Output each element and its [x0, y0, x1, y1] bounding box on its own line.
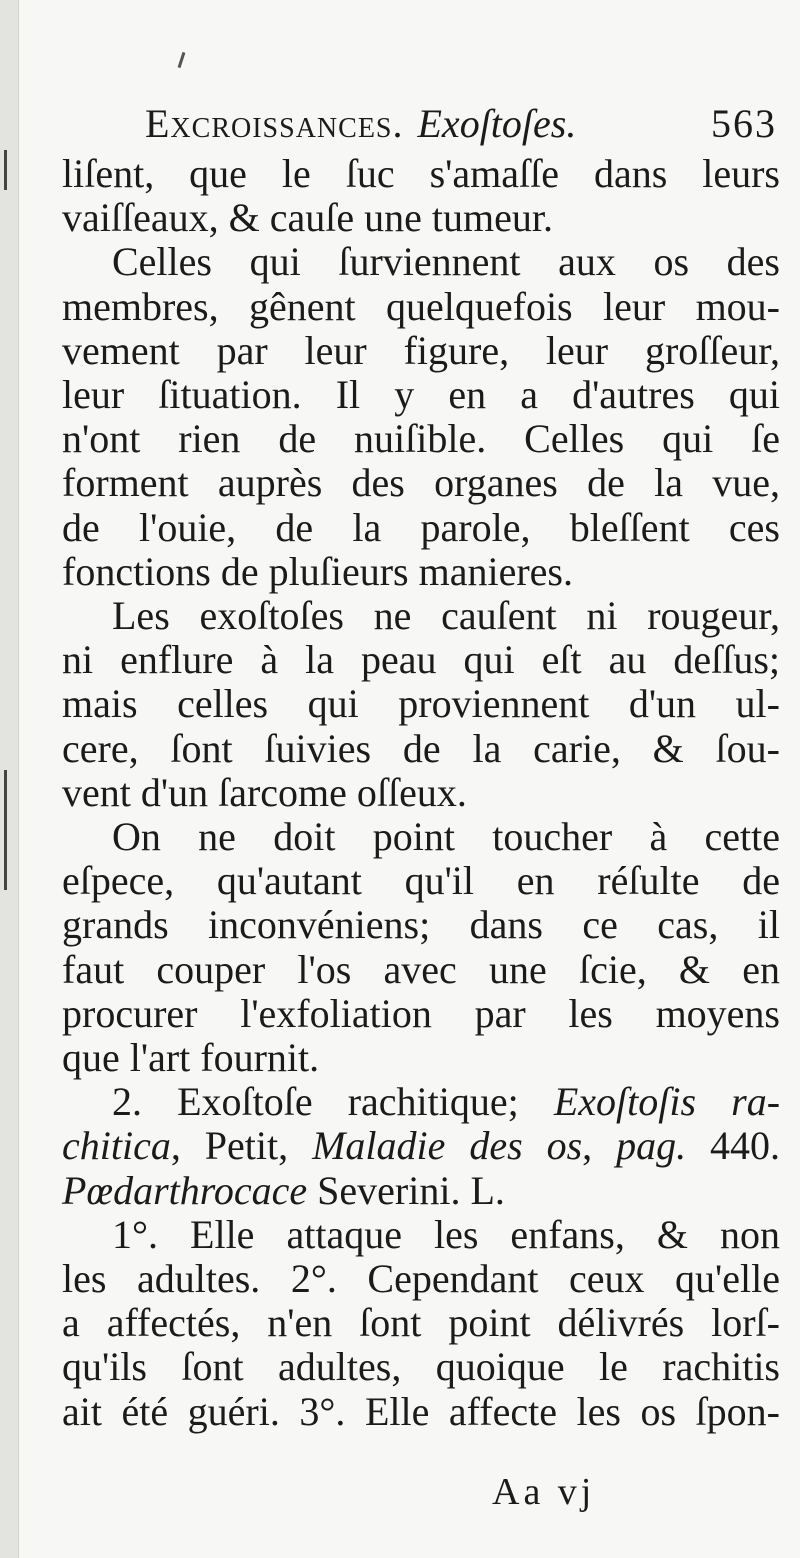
- text-segment: a affectés, n'en ſont point délivrés lorſ-: [62, 1300, 780, 1346]
- text-segment: , Petit,: [170, 1123, 313, 1169]
- text-segment: faut couper l'os avec une ſcie, & en: [62, 946, 780, 992]
- text-line: [62, 1386, 780, 1442]
- text-segment: vaiſſeaux, & cauſe une tumeur.: [62, 195, 553, 241]
- text-segment: forment auprès des organes de la vue,: [62, 460, 780, 506]
- ink-speck: [178, 52, 186, 68]
- italic-segment: Pœdarthrocace: [62, 1167, 308, 1213]
- gutter-mark: [4, 770, 7, 890]
- text-segment: eſpece, qu'autant qu'il en réſulte de: [62, 858, 780, 904]
- page-gutter-edge: [0, 0, 19, 1558]
- text-segment: vement par leur figure, leur groſſeur,: [62, 327, 780, 373]
- text-segment: procurer l'exfoliation par les moyens: [62, 990, 780, 1036]
- text-segment: grands inconvéniens; dans ce cas, il: [62, 902, 780, 948]
- text-segment: Celles qui ſurviennent aux os des: [112, 239, 780, 285]
- italic-segment: chitica: [62, 1123, 171, 1169]
- text-segment: cere, ſont ſuivies de la carie, & ſou-: [62, 725, 780, 771]
- italic-segment: Maladie des os: [312, 1123, 583, 1169]
- signature-catchword: Aa vj: [492, 1471, 596, 1513]
- text-segment: 2. Exoſtoſe rachitique;: [112, 1079, 554, 1125]
- text-segment: mais celles qui proviennent d'un ul-: [62, 681, 780, 727]
- text-segment: Les exoſtoſes ne cauſent ni rougeur,: [112, 593, 780, 638]
- running-header: [145, 100, 785, 150]
- italic-segment: pag.: [616, 1123, 687, 1169]
- text-segment: ait été guéri. 3°. Elle affecte les os ſpon-: [62, 1388, 780, 1434]
- text-segment: n'ont rien de nuiſible. Celles qui ſe: [62, 416, 780, 462]
- text-segment: liſent, que le ſuc s'amaſſe dans leurs: [62, 151, 780, 196]
- text-segment: On ne doit point toucher à cette: [112, 814, 780, 859]
- text-segment: que l'art fournit.: [62, 1035, 320, 1080]
- text-segment: ni enflure à la peau qui eſt au deſſus;: [62, 637, 780, 683]
- text-segment: membres, gênent quelquefois leur mou-: [62, 283, 780, 329]
- text-segment: ,: [582, 1123, 617, 1169]
- gutter-mark: [4, 150, 7, 190]
- section-title: Exoſtoſes.: [417, 101, 577, 146]
- text-segment: qu'ils ſont adultes, quoique le rachitis: [62, 1344, 780, 1390]
- text-segment: de l'ouie, de la parole, bleſſent ces: [62, 504, 780, 550]
- text-segment: fonctions de pluſieurs manieres.: [62, 548, 573, 594]
- text-segment: vent d'un ſarcome oſſeux.: [62, 769, 467, 815]
- running-title: Excroissances.: [145, 101, 404, 146]
- text-segment: leur ſituation. Il y en a d'autres qui: [62, 372, 780, 417]
- page-number: 563: [711, 101, 777, 146]
- text-segment: les adultes. 2°. Cependant ceux qu'elle: [62, 1256, 780, 1301]
- text-segment: 440.: [686, 1123, 781, 1169]
- text-segment: Severini. L.: [307, 1167, 505, 1213]
- text-segment: 1°. Elle attaque les enfans, & non: [112, 1211, 780, 1257]
- italic-segment: Exoſtoſis ra-: [553, 1079, 781, 1125]
